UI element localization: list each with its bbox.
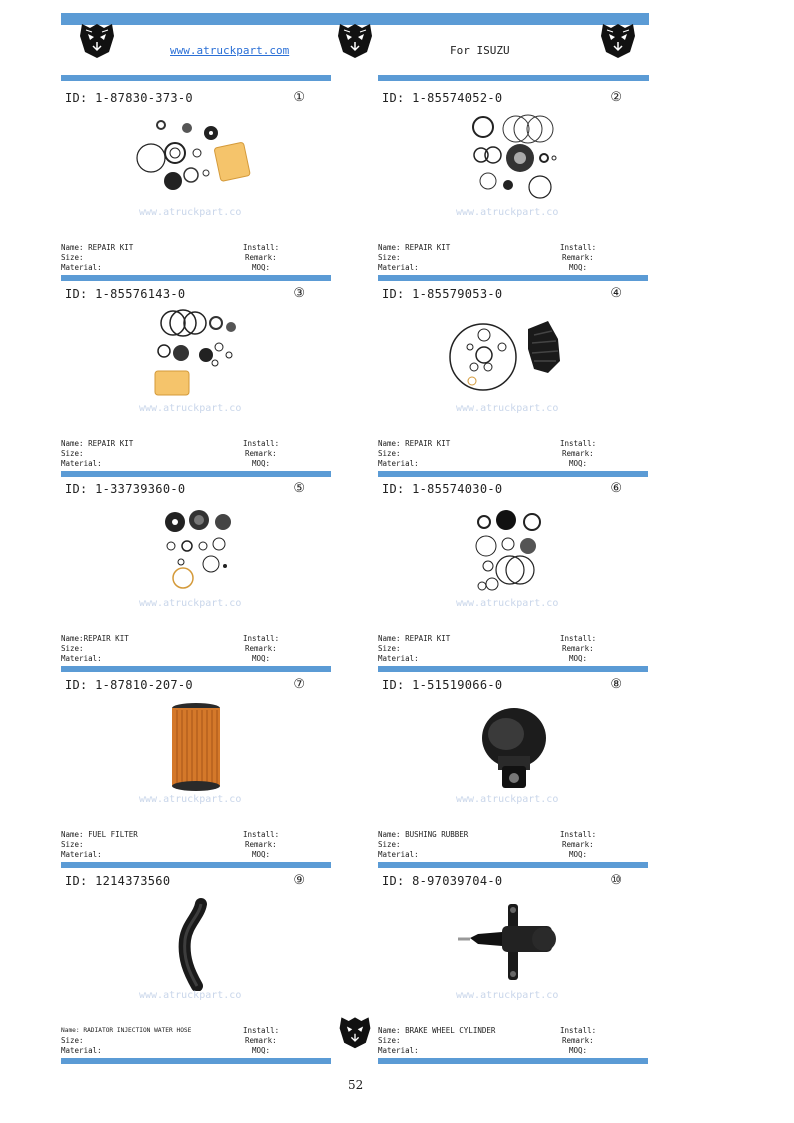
page-number: 52: [348, 1078, 364, 1092]
product-card: [61, 81, 331, 276]
material-label: Material:: [61, 1046, 102, 1055]
repair-kit-image: [448, 504, 578, 599]
size-label: Size:: [61, 449, 84, 458]
product-name: Name: BRAKE WHEEL CYLINDER: [378, 1026, 496, 1035]
remark-label: Remark:: [245, 253, 277, 262]
item-number: ①: [293, 90, 305, 105]
material-label: Material:: [378, 850, 419, 859]
product-id: ID: 1-85579053-0: [382, 287, 503, 301]
product-id: ID: 1214373560: [65, 874, 171, 888]
product-card: [61, 277, 331, 472]
remark-label: Remark:: [562, 449, 594, 458]
remark-label: Remark:: [245, 840, 277, 849]
product-id: ID: 1-85576143-0: [65, 287, 186, 301]
divider-bar: [61, 1058, 331, 1064]
product-id: ID: 1-51519066-0: [382, 678, 503, 692]
product-name: Name: REPAIR KIT: [61, 243, 134, 252]
moq-label: MOQ:: [252, 850, 271, 859]
moq-label: MOQ:: [569, 1046, 588, 1055]
product-card: [61, 472, 331, 667]
moq-label: MOQ:: [569, 459, 588, 468]
watermark: www.atruckpart.co: [456, 207, 559, 218]
size-label: Size:: [378, 253, 401, 262]
item-number: ⑥: [610, 481, 622, 496]
product-card: [61, 668, 331, 863]
remark-label: Remark:: [245, 644, 277, 653]
remark-label: Remark:: [562, 840, 594, 849]
item-number: ⑤: [293, 481, 305, 496]
item-number: ②: [610, 90, 622, 105]
product-card: [378, 277, 648, 472]
moq-label: MOQ:: [569, 654, 588, 663]
website-link[interactable]: www.atruckpart.com: [170, 44, 290, 57]
repair-kit-image: [131, 309, 261, 404]
product-name: Name: BUSHING RUBBER: [378, 830, 469, 839]
product-card: [378, 81, 648, 276]
moq-label: MOQ:: [569, 850, 588, 859]
tiger-logo-icon: [76, 18, 118, 60]
product-card: [378, 472, 648, 667]
size-label: Size:: [61, 253, 84, 262]
size-label: Size:: [61, 644, 84, 653]
tiger-logo-icon: [336, 1012, 374, 1050]
moq-label: MOQ:: [252, 654, 271, 663]
brake-wheel-cylinder-image: [448, 896, 578, 991]
watermark: www.atruckpart.co: [456, 403, 559, 414]
item-number: ⑨: [293, 873, 305, 888]
moq-label: MOQ:: [252, 1046, 271, 1055]
repair-kit-image: [448, 309, 578, 404]
tiger-logo-icon: [334, 18, 376, 60]
moq-label: MOQ:: [569, 263, 588, 272]
product-name: Name: REPAIR KIT: [378, 243, 451, 252]
product-card: [378, 864, 648, 1059]
brand-label: For ISUZU: [450, 44, 510, 57]
size-label: Size:: [378, 644, 401, 653]
bushing-rubber-image: [448, 700, 578, 795]
repair-kit-image: [131, 504, 261, 599]
install-label: Install:: [243, 830, 280, 839]
product-card: [61, 864, 331, 1059]
material-label: Material:: [61, 459, 102, 468]
moq-label: MOQ:: [252, 459, 271, 468]
product-name: Name: REPAIR KIT: [61, 439, 134, 448]
item-number: ⑧: [610, 677, 622, 692]
install-label: Install:: [243, 439, 280, 448]
remark-label: Remark:: [562, 253, 594, 262]
product-name: Name: REPAIR KIT: [378, 634, 451, 643]
watermark: www.atruckpart.co: [139, 403, 242, 414]
install-label: Install:: [560, 1026, 597, 1035]
install-label: Install:: [560, 439, 597, 448]
install-label: Install:: [560, 830, 597, 839]
material-label: Material:: [378, 1046, 419, 1055]
watermark: www.atruckpart.co: [456, 794, 559, 805]
watermark: www.atruckpart.co: [456, 990, 559, 1001]
size-label: Size:: [61, 840, 84, 849]
product-name: Name: RADIATOR INJECTION WATER HOSE: [61, 1027, 192, 1034]
product-name: Name: FUEL FILTER: [61, 830, 138, 839]
size-label: Size:: [378, 1036, 401, 1045]
size-label: Size:: [61, 1036, 84, 1045]
material-label: Material:: [61, 263, 102, 272]
install-label: Install:: [560, 634, 597, 643]
material-label: Material:: [378, 263, 419, 272]
divider-bar: [378, 1058, 648, 1064]
product-name: Name: REPAIR KIT: [378, 439, 451, 448]
item-number: ⑩: [610, 873, 622, 888]
material-label: Material:: [378, 459, 419, 468]
watermark: www.atruckpart.co: [139, 794, 242, 805]
material-label: Material:: [61, 654, 102, 663]
remark-label: Remark:: [562, 644, 594, 653]
moq-label: MOQ:: [252, 263, 271, 272]
item-number: ⑦: [293, 677, 305, 692]
install-label: Install:: [243, 243, 280, 252]
product-id: ID: 1-87810-207-0: [65, 678, 193, 692]
product-id: ID: 1-33739360-0: [65, 482, 186, 496]
product-id: ID: 8-97039704-0: [382, 874, 503, 888]
watermark: www.atruckpart.co: [456, 598, 559, 609]
watermark: www.atruckpart.co: [139, 990, 242, 1001]
product-id: ID: 1-85574052-0: [382, 91, 503, 105]
install-label: Install:: [560, 243, 597, 252]
remark-label: Remark:: [245, 449, 277, 458]
install-label: Install:: [243, 634, 280, 643]
product-id: ID: 1-87830-373-0: [65, 91, 193, 105]
product-id: ID: 1-85574030-0: [382, 482, 503, 496]
install-label: Install:: [243, 1026, 280, 1035]
item-number: ③: [293, 286, 305, 301]
watermark: www.atruckpart.co: [139, 598, 242, 609]
radiator-hose-image: [131, 896, 261, 991]
remark-label: Remark:: [245, 1036, 277, 1045]
material-label: Material:: [378, 654, 419, 663]
product-card: [378, 668, 648, 863]
fuel-filter-image: [131, 700, 261, 795]
repair-kit-image: [131, 113, 261, 208]
watermark: www.atruckpart.co: [139, 207, 242, 218]
product-name: Name:REPAIR KIT: [61, 634, 129, 643]
repair-kit-image: [448, 113, 578, 208]
size-label: Size:: [378, 449, 401, 458]
item-number: ④: [610, 286, 622, 301]
remark-label: Remark:: [562, 1036, 594, 1045]
size-label: Size:: [378, 840, 401, 849]
tiger-logo-icon: [597, 18, 639, 60]
material-label: Material:: [61, 850, 102, 859]
